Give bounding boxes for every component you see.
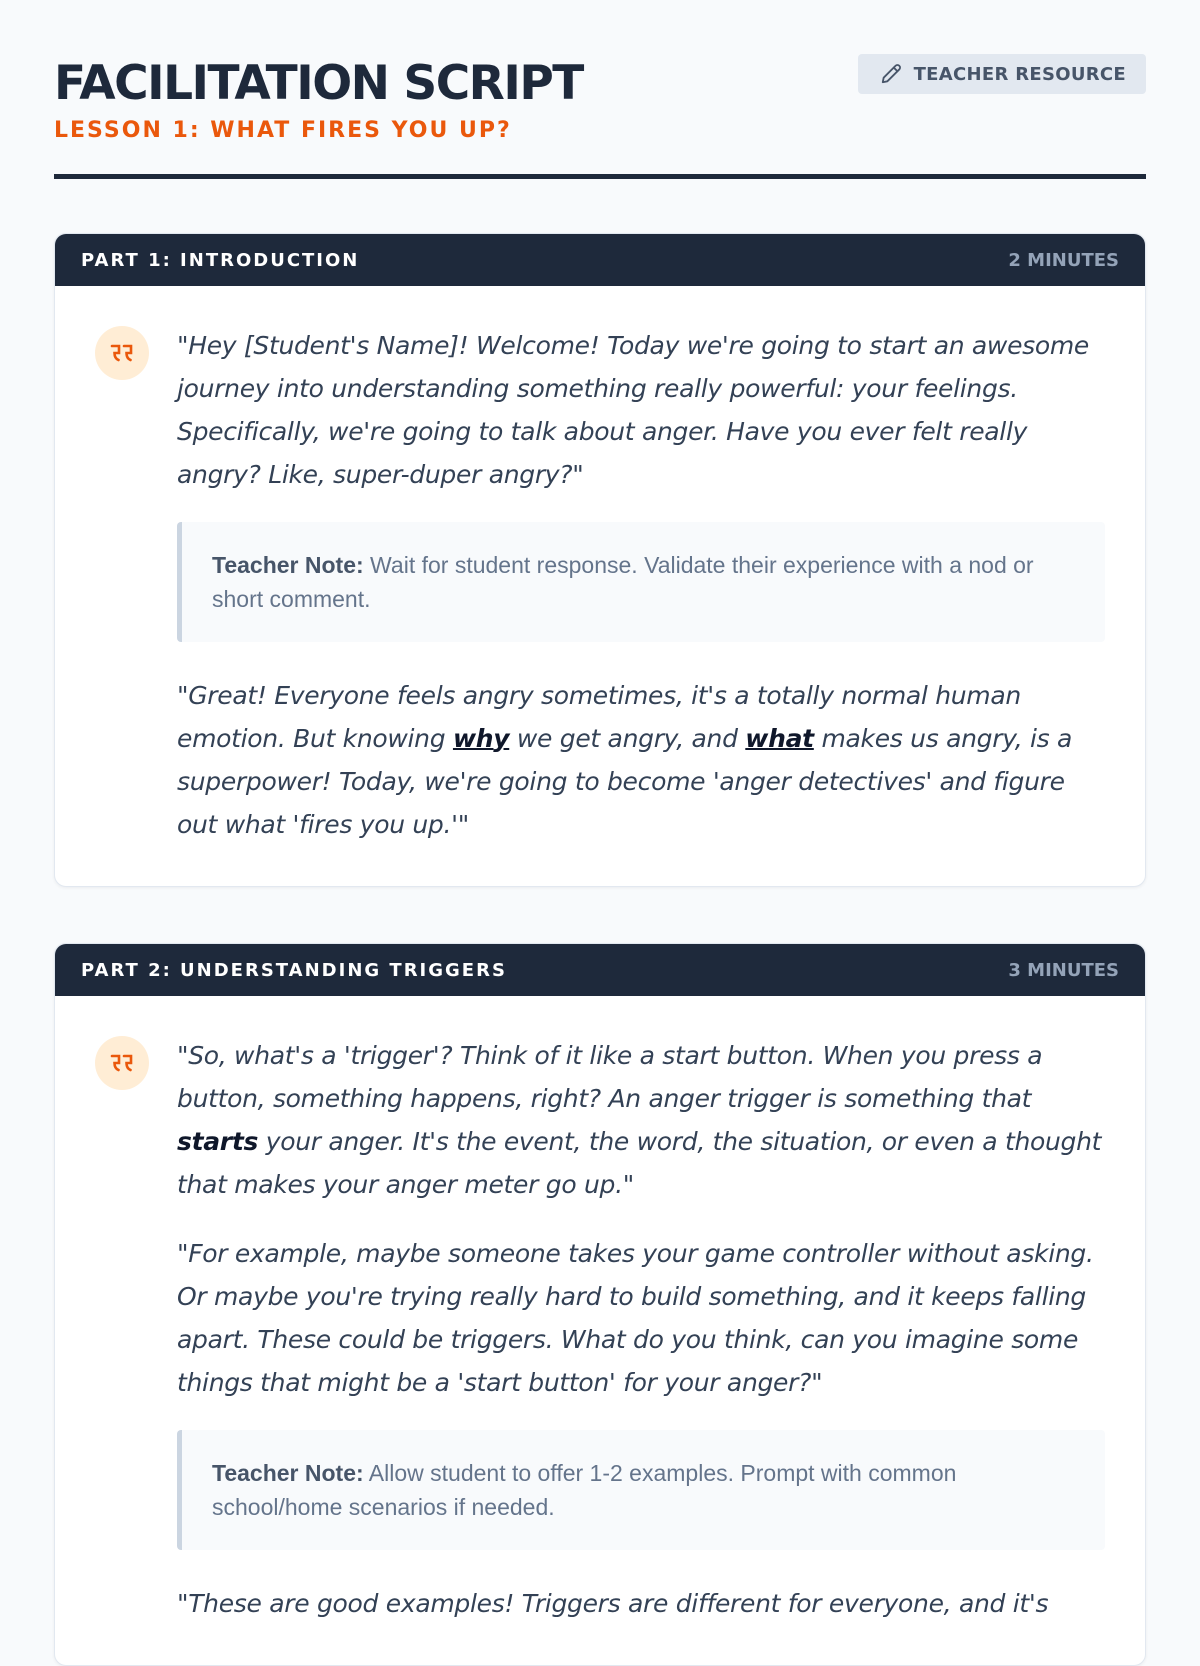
- script-paragraph: [177, 1034, 1105, 1206]
- section-introduction: [54, 233, 1146, 887]
- section-duration: 3 MINUTES: [1008, 959, 1119, 981]
- section-duration: 2 MINUTES: [1008, 249, 1119, 271]
- pen-icon: [880, 63, 902, 85]
- section-body: [55, 996, 1145, 1665]
- quote-icon: [95, 1036, 149, 1090]
- teacher-note-text: Wait for student response. Validate their experience with a nod or short comment.: [212, 552, 1034, 612]
- teacher-note-text: Allow student to offer 1-2 examples. Prompt with common school/home scenarios if needed.: [212, 1460, 957, 1520]
- section-header: [55, 234, 1145, 286]
- section-understanding-triggers: [54, 943, 1146, 1666]
- teacher-resource-badge: [858, 54, 1146, 94]
- lesson-subtitle: LESSON 1: WHAT FIRES YOU UP?: [54, 118, 512, 143]
- quote-icon: [95, 326, 149, 380]
- script-text: we get angry, and: [509, 724, 746, 753]
- teacher-note: [177, 1430, 1105, 1550]
- page-title: FACILITATION SCRIPT: [54, 56, 583, 111]
- teacher-note: [177, 522, 1105, 642]
- teacher-note-label: Teacher Note:: [212, 552, 364, 578]
- script-paragraph: "For example, maybe someone takes your game controller without asking. Or maybe you're trying really hard to build something, and it keeps falling apart. These could be triggers. What do you think, can you imagine some things that might be a 'start button' for your anger?": [177, 1239, 1094, 1397]
- script-text: your anger. It's the event, the word, the situation, or even a thought that makes your anger meter go up.": [177, 1127, 1102, 1199]
- script-paragraph: "These are good examples! Triggers are different for everyone, and it's: [177, 1589, 1049, 1618]
- emphasis-what: what: [745, 724, 814, 753]
- section-title: PART 1: INTRODUCTION: [81, 249, 360, 271]
- teacher-note-label: Teacher Note:: [212, 1460, 364, 1486]
- section-body: [55, 286, 1145, 886]
- script-paragraph: "Hey [Student's Name]! Welcome! Today we're going to start an awesome journey into understanding something really powerful: your feelings. Specifically, we're going to talk about anger. Have you ever felt really angry? Like, super-duper angry?": [177, 331, 1090, 489]
- script-text: makes us angry, is a superpower! Today, we're going to become 'anger detectives' and figure out what 'fires you up.'": [177, 724, 1073, 839]
- script-paragraph: [177, 674, 1105, 846]
- section-header: [55, 944, 1145, 996]
- badge-label: TEACHER RESOURCE: [913, 63, 1126, 85]
- document-header: [54, 0, 1146, 179]
- section-title: PART 2: UNDERSTANDING TRIGGERS: [81, 959, 507, 981]
- emphasis-starts: starts: [177, 1127, 259, 1156]
- emphasis-why: why: [452, 724, 510, 753]
- script-text: "Great! Everyone feels angry sometimes, it's a totally normal human emotion. But knowing: [177, 681, 1021, 753]
- script-text: "So, what's a 'trigger'? Think of it like a start button. When you press a button, something happens, right? An anger trigger is something that: [177, 1041, 1043, 1113]
